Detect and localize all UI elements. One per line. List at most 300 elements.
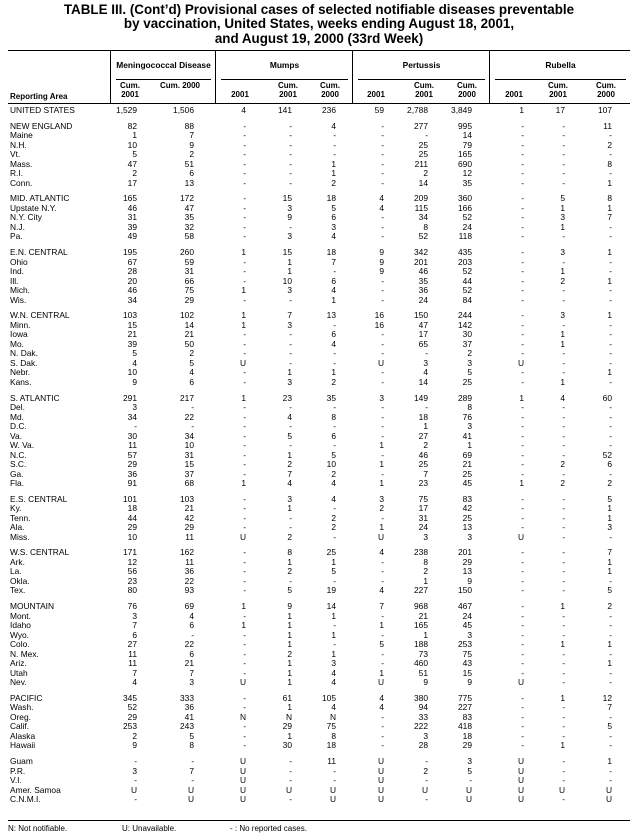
table-row xyxy=(8,394,630,404)
table-row xyxy=(8,194,630,204)
table-cell: - xyxy=(562,357,565,368)
table-cell: 5 xyxy=(189,357,194,368)
table-cell: - xyxy=(381,275,384,286)
table-row xyxy=(8,368,630,378)
table-cell: - xyxy=(521,459,524,469)
table-cell: 8 xyxy=(287,547,292,558)
table-cell: 5 xyxy=(467,367,472,378)
table-cell: U xyxy=(517,765,524,776)
reporting-area-name: Mich. xyxy=(10,285,31,296)
table-cell: N xyxy=(329,711,336,722)
table-cell: 1 xyxy=(607,556,612,567)
table-cell: - xyxy=(521,711,524,722)
table-cell: 1 xyxy=(423,421,428,431)
table-row xyxy=(8,441,630,451)
table-cell: - xyxy=(521,601,524,612)
table-cell: - xyxy=(521,730,524,741)
table-cell: 37 xyxy=(462,338,472,349)
table-cell: U xyxy=(605,784,612,795)
table-cell: 2 xyxy=(560,478,565,488)
table-cell: - xyxy=(562,294,565,305)
table-cell: 2 xyxy=(607,139,612,150)
reporting-area-name: MID. ATLANTIC xyxy=(10,193,70,204)
reporting-area-name: W.N. CENTRAL xyxy=(10,310,70,321)
table-row xyxy=(8,451,630,461)
table-cell: 150 xyxy=(458,585,472,596)
table-cell: 107 xyxy=(598,105,612,115)
table-cell: 3 xyxy=(287,285,292,296)
table-cell: - xyxy=(243,440,246,450)
table-cell: - xyxy=(521,329,524,340)
table-cell: 18 xyxy=(326,247,336,258)
table-cell: 59 xyxy=(184,256,194,267)
table-cell: - xyxy=(289,158,292,169)
table-cell: 36 xyxy=(127,468,137,479)
table-cell: 21 xyxy=(127,329,137,340)
table-cell: 1 xyxy=(560,202,565,213)
table-cell: 7 xyxy=(132,620,137,631)
table-cell: 18 xyxy=(418,411,428,422)
reporting-area-name: Kans. xyxy=(10,376,32,387)
table-cell: - xyxy=(562,367,565,378)
table-cell: 211 xyxy=(414,158,428,169)
table-cell: - xyxy=(521,275,524,286)
reporting-area-name: D.C. xyxy=(10,421,27,431)
table-row xyxy=(8,533,630,543)
table-cell: 5 xyxy=(189,730,194,741)
table-cell: 3 xyxy=(607,522,612,533)
table-cell: 36 xyxy=(184,702,194,713)
table-cell: 29 xyxy=(462,740,472,751)
table-cell: 42 xyxy=(184,512,194,523)
table-cell: - xyxy=(521,468,524,479)
table-cell: U xyxy=(377,784,384,795)
table-cell: - xyxy=(521,221,524,232)
disease-table xyxy=(8,50,630,804)
table-cell: 345 xyxy=(123,692,137,703)
table-cell: 29 xyxy=(184,522,194,533)
table-cell: 2 xyxy=(331,468,336,479)
table-cell: - xyxy=(521,658,524,669)
table-cell: 34 xyxy=(127,294,137,305)
table-cell: 2 xyxy=(331,512,336,523)
table-cell: 3 xyxy=(467,756,472,766)
reporting-area-name: Mont. xyxy=(10,610,31,621)
table-cell: 61 xyxy=(282,692,292,703)
table-cell: U xyxy=(377,756,384,766)
table-cell: - xyxy=(333,348,336,359)
table-cell: - xyxy=(243,585,246,596)
reporting-area-name: Wash. xyxy=(10,702,34,713)
table-cell: - xyxy=(191,756,194,766)
table-cell: - xyxy=(521,547,524,558)
table-cell: 142 xyxy=(458,319,472,330)
table-cell: 1 xyxy=(331,629,336,640)
table-row xyxy=(8,732,630,742)
table-cell: - xyxy=(333,319,336,330)
table-cell: 23 xyxy=(127,575,137,586)
table-cell: 52 xyxy=(418,231,428,242)
table-cell: 1 xyxy=(379,667,384,678)
table-cell: 7 xyxy=(189,667,194,678)
table-cell: - xyxy=(521,149,524,160)
table-row xyxy=(8,179,630,189)
table-cell: 29 xyxy=(282,721,292,732)
table-cell: - xyxy=(243,256,246,267)
table-cell: - xyxy=(243,149,246,160)
table-cell: 9 xyxy=(132,740,137,751)
table-row xyxy=(8,330,630,340)
table-cell: - xyxy=(562,402,565,412)
table-cell: 2 xyxy=(132,730,137,741)
table-cell: - xyxy=(521,648,524,659)
table-cell: 118 xyxy=(458,231,472,242)
table-cell: - xyxy=(289,765,292,776)
table-cell: - xyxy=(562,231,565,242)
table-cell: U xyxy=(187,784,194,795)
table-cell: 35 xyxy=(326,392,336,403)
table-cell: 18 xyxy=(127,503,137,514)
table-cell: 2 xyxy=(287,648,292,659)
table-cell: - xyxy=(521,556,524,567)
table-cell: 3,849 xyxy=(451,105,472,115)
footnote-unavailable: U: Unavailable. xyxy=(122,824,177,833)
table-cell: 1 xyxy=(331,294,336,305)
table-cell: - xyxy=(381,610,384,621)
table-cell: 5 xyxy=(132,149,137,160)
table-cell: - xyxy=(289,130,292,141)
table-row xyxy=(8,223,630,233)
table-cell: - xyxy=(243,130,246,141)
table-cell: U xyxy=(517,531,524,542)
table-cell: - xyxy=(243,376,246,387)
reporting-area-name: Ill. xyxy=(10,275,19,286)
table-cell: 75 xyxy=(418,493,428,504)
table-cell: 418 xyxy=(458,721,472,732)
table-cell: - xyxy=(609,221,612,232)
table-cell: - xyxy=(243,421,246,431)
table-cell: 3 xyxy=(560,212,565,223)
table-cell: 24 xyxy=(462,610,472,621)
table-cell: 75 xyxy=(184,285,194,296)
reporting-area-name: Minn. xyxy=(10,319,31,330)
reporting-area-name: Ohio xyxy=(10,256,28,267)
table-cell: - xyxy=(469,775,472,785)
table-cell: 21 xyxy=(184,329,194,340)
table-cell: 18 xyxy=(326,193,336,204)
table-cell: 10 xyxy=(127,367,137,378)
table-cell: 9 xyxy=(467,677,472,688)
table-cell: 1 xyxy=(607,639,612,650)
table-cell: 76 xyxy=(127,601,137,612)
table-cell: 56 xyxy=(127,566,137,577)
table-cell: - xyxy=(381,721,384,732)
table-cell: 6 xyxy=(189,620,194,631)
table-cell: 1 xyxy=(287,730,292,741)
table-cell: 1 xyxy=(560,601,565,612)
table-cell: 1 xyxy=(607,566,612,577)
table-cell: - xyxy=(243,667,246,678)
table-cell: 5 xyxy=(331,566,336,577)
table-cell: - xyxy=(381,168,384,179)
table-cell: - xyxy=(609,440,612,450)
table-cell: 201 xyxy=(414,256,428,267)
table-cell: 46 xyxy=(418,449,428,460)
table-cell: - xyxy=(521,411,524,422)
table-cell: - xyxy=(521,503,524,514)
table-cell: - xyxy=(243,449,246,460)
table-cell: U xyxy=(377,765,384,776)
table-row xyxy=(8,776,630,786)
table-cell: 39 xyxy=(127,221,137,232)
table-cell: 1 xyxy=(519,392,524,403)
table-cell: - xyxy=(381,139,384,150)
table-cell: 29 xyxy=(462,556,472,567)
table-row xyxy=(8,141,630,151)
table-cell: - xyxy=(243,512,246,523)
table-cell: 1 xyxy=(287,658,292,669)
table-cell: 27 xyxy=(418,430,428,441)
table-row xyxy=(8,577,630,587)
table-row xyxy=(8,150,630,160)
table-cell: 1 xyxy=(287,449,292,460)
subhead-mening-cum-2001: Cum. 2001 xyxy=(120,81,140,99)
table-cell: - xyxy=(381,338,384,349)
table-row xyxy=(8,659,630,669)
table-cell: - xyxy=(243,367,246,378)
table-cell: - xyxy=(381,449,384,460)
footnote-not-notifiable: N: Not notifiable. xyxy=(8,824,68,833)
table-row xyxy=(8,213,630,223)
table-cell: 3 xyxy=(560,247,565,258)
subhead-rubella-cum-2000: Cum. 2000 xyxy=(596,81,616,99)
table-cell: - xyxy=(191,775,194,785)
table-cell: 1 xyxy=(379,440,384,450)
table-cell: 105 xyxy=(322,692,336,703)
table-cell: 29 xyxy=(127,522,137,533)
table-cell: - xyxy=(381,177,384,188)
table-cell: - xyxy=(609,730,612,741)
reporting-area-name: Maine xyxy=(10,130,33,141)
table-cell: - xyxy=(425,756,428,766)
table-cell: U xyxy=(239,775,246,785)
table-cell: U xyxy=(285,784,292,795)
reporting-area-header: Reporting Area xyxy=(10,92,68,101)
table-cell: 6 xyxy=(132,629,137,640)
footnote-no-cases: - : No reported cases. xyxy=(230,824,307,833)
table-cell: - xyxy=(243,158,246,169)
table-cell: - xyxy=(562,139,565,150)
table-cell: - xyxy=(609,348,612,359)
table-cell: 1 xyxy=(560,221,565,232)
table-cell: - xyxy=(289,348,292,359)
table-cell: 25 xyxy=(418,459,428,469)
table-cell: - xyxy=(425,348,428,359)
table-cell: - xyxy=(521,319,524,330)
table-cell: 60 xyxy=(602,392,612,403)
table-cell: 5 xyxy=(379,639,384,650)
table-cell: - xyxy=(562,756,565,766)
table-cell: 3 xyxy=(379,392,384,403)
table-cell: - xyxy=(333,266,336,277)
table-cell: 102 xyxy=(180,310,194,321)
table-cell: - xyxy=(562,677,565,688)
reporting-area-name: E.S. CENTRAL xyxy=(10,493,68,504)
group-rule xyxy=(495,79,626,80)
table-cell: - xyxy=(521,512,524,523)
table-cell: - xyxy=(381,556,384,567)
table-cell: 31 xyxy=(184,266,194,277)
table-cell: 201 xyxy=(458,547,472,558)
table-row xyxy=(8,602,630,612)
table-cell: 9 xyxy=(423,677,428,688)
table-cell: 3 xyxy=(287,376,292,387)
table-cell: - xyxy=(381,658,384,669)
table-cell: 17 xyxy=(127,177,137,188)
table-cell: 165 xyxy=(123,193,137,204)
table-cell: - xyxy=(425,775,428,785)
table-cell: - xyxy=(609,329,612,340)
table-cell: U xyxy=(239,531,246,542)
table-cell: - xyxy=(381,648,384,659)
table-cell: 46 xyxy=(418,266,428,277)
reporting-area-name: Alaska xyxy=(10,730,36,741)
table-cell: 22 xyxy=(184,411,194,422)
table-cell: 3 xyxy=(331,221,336,232)
table-cell: 4 xyxy=(379,193,384,204)
table-cell: 7 xyxy=(331,256,336,267)
table-cell: 13 xyxy=(184,177,194,188)
table-cell: - xyxy=(521,367,524,378)
table-header xyxy=(8,50,630,104)
table-cell: U xyxy=(187,794,194,804)
table-cell: 16 xyxy=(374,319,384,330)
table-row xyxy=(8,495,630,505)
table-cell: - xyxy=(521,193,524,204)
table-cell: 4 xyxy=(189,367,194,378)
reporting-area-name: Ind. xyxy=(10,266,24,277)
table-cell: 23 xyxy=(418,478,428,488)
table-row xyxy=(8,741,630,751)
table-row xyxy=(8,432,630,442)
table-cell: - xyxy=(521,168,524,179)
reporting-area-name: PACIFIC xyxy=(10,692,43,703)
table-cell: 460 xyxy=(414,658,428,669)
table-cell: 17 xyxy=(418,503,428,514)
table-cell: 209 xyxy=(414,193,428,204)
table-cell: - xyxy=(562,721,565,732)
table-cell: 52 xyxy=(462,285,472,296)
table-cell: - xyxy=(381,130,384,141)
header-divider xyxy=(215,51,216,103)
table-cell: - xyxy=(191,402,194,412)
table-cell: - xyxy=(562,620,565,631)
table-cell: - xyxy=(609,667,612,678)
table-row xyxy=(8,479,630,489)
table-cell: 83 xyxy=(462,493,472,504)
table-row xyxy=(8,631,630,641)
reporting-area-name: Tex. xyxy=(10,585,26,596)
table-cell: 8 xyxy=(607,158,612,169)
table-cell: - xyxy=(289,329,292,340)
table-cell: - xyxy=(562,658,565,669)
table-cell: - xyxy=(562,566,565,577)
table-cell: - xyxy=(134,756,137,766)
table-cell: 32 xyxy=(184,221,194,232)
table-row xyxy=(8,640,630,650)
table-cell: 23 xyxy=(282,392,292,403)
table-cell: U xyxy=(517,677,524,688)
table-cell: - xyxy=(381,348,384,359)
table-cell: 21 xyxy=(418,610,428,621)
table-cell: 1,529 xyxy=(116,105,137,115)
table-cell: - xyxy=(609,376,612,387)
table-cell: 1 xyxy=(519,105,524,115)
table-cell: 3 xyxy=(132,610,137,621)
table-cell: 14 xyxy=(326,601,336,612)
table-cell: 7 xyxy=(189,130,194,141)
table-cell: U xyxy=(517,775,524,785)
table-cell: - xyxy=(243,430,246,441)
table-row xyxy=(8,523,630,533)
table-row xyxy=(8,340,630,350)
table-cell: 5 xyxy=(607,493,612,504)
table-cell: 4 xyxy=(379,547,384,558)
reporting-area-name: Wis. xyxy=(10,294,27,305)
table-cell: 10 xyxy=(127,531,137,542)
table-cell: 1 xyxy=(607,202,612,213)
table-cell: 236 xyxy=(322,105,336,115)
table-cell: - xyxy=(521,575,524,586)
table-cell: 1 xyxy=(560,329,565,340)
table-cell: - xyxy=(609,319,612,330)
title-line-3: and August 19, 2000 (33rd Week) xyxy=(214,30,424,46)
table-cell: 18 xyxy=(462,730,472,741)
table-cell: 2 xyxy=(287,459,292,469)
table-cell: 42 xyxy=(462,503,472,514)
table-cell: - xyxy=(243,566,246,577)
table-row xyxy=(8,767,630,777)
table-cell: 1 xyxy=(607,503,612,514)
table-cell: - xyxy=(289,775,292,785)
table-cell: U xyxy=(517,756,524,766)
table-row xyxy=(8,586,630,596)
table-cell: - xyxy=(521,285,524,296)
table-cell: 83 xyxy=(462,711,472,722)
table-cell: 1 xyxy=(560,692,565,703)
table-cell: 30 xyxy=(462,329,472,340)
table-cell: - xyxy=(333,503,336,514)
table-cell: 35 xyxy=(418,275,428,286)
table-cell: 11 xyxy=(128,440,137,450)
table-cell: - xyxy=(243,212,246,223)
table-cell: 6 xyxy=(189,648,194,659)
table-cell: 3 xyxy=(467,531,472,542)
group-rule xyxy=(221,79,348,80)
table-cell: 8 xyxy=(331,411,336,422)
table-cell: - xyxy=(562,319,565,330)
table-cell: 25 xyxy=(462,512,472,523)
reporting-area-name: Miss. xyxy=(10,531,30,542)
reporting-area-name: La. xyxy=(10,566,22,577)
table-cell: - xyxy=(562,440,565,450)
table-cell: - xyxy=(134,775,137,785)
table-cell: - xyxy=(289,294,292,305)
table-cell: 4 xyxy=(331,120,336,131)
table-cell: 49 xyxy=(127,231,137,242)
table-cell: 238 xyxy=(414,547,428,558)
table-cell: 13 xyxy=(462,566,472,577)
